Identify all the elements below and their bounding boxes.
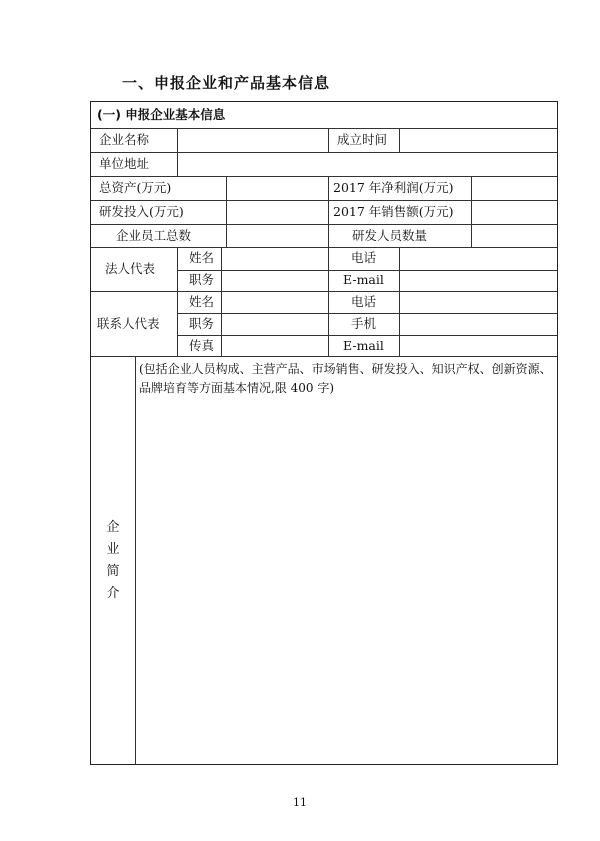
contact-position-field[interactable] bbox=[222, 314, 328, 335]
contact-position-label: 职务 bbox=[189, 316, 215, 331]
col-divider bbox=[177, 247, 178, 356]
address-field[interactable] bbox=[178, 153, 557, 176]
sales-label: 2017 年销售额(万元) bbox=[333, 204, 454, 219]
legal-rep-position-field[interactable] bbox=[222, 271, 328, 291]
total-assets-label: 总资产(万元) bbox=[99, 180, 172, 195]
employees-total-label: 企业员工总数 bbox=[116, 228, 192, 243]
row-divider bbox=[91, 356, 557, 357]
legal-rep-label: 法人代表 bbox=[105, 261, 156, 276]
founded-time-field[interactable] bbox=[400, 129, 557, 152]
legal-rep-phone-field[interactable] bbox=[400, 248, 557, 270]
rd-investment-field[interactable] bbox=[227, 201, 328, 224]
contact-fax-field[interactable] bbox=[222, 336, 328, 356]
legal-rep-email-label: E-mail bbox=[343, 272, 384, 287]
company-name-field[interactable] bbox=[178, 129, 328, 152]
contact-mobile-label: 手机 bbox=[351, 316, 377, 331]
contact-phone-label: 电话 bbox=[351, 294, 377, 309]
contact-email-label: E-mail bbox=[343, 338, 384, 353]
legal-rep-email-field[interactable] bbox=[400, 271, 557, 291]
company-info-form bbox=[90, 101, 558, 765]
page-title: 一、申报企业和产品基本信息 bbox=[122, 74, 331, 92]
address-label: 单位地址 bbox=[99, 156, 150, 171]
profile-label-char: 介 bbox=[106, 586, 120, 601]
rd-staff-label: 研发人员数量 bbox=[352, 228, 428, 243]
profile-label-char: 企 bbox=[106, 520, 120, 535]
section-title: (一) 申报企业基本信息 bbox=[97, 107, 226, 122]
contact-fax-label: 传真 bbox=[189, 338, 215, 353]
employees-total-field[interactable] bbox=[227, 225, 328, 247]
contact-mobile-field[interactable] bbox=[400, 314, 557, 335]
profile-label bbox=[105, 517, 121, 605]
contact-name-field[interactable] bbox=[222, 292, 328, 313]
col-divider bbox=[328, 128, 329, 152]
total-assets-field[interactable] bbox=[227, 177, 328, 200]
legal-rep-name-label: 姓名 bbox=[189, 250, 215, 265]
legal-rep-phone-label: 电话 bbox=[351, 250, 377, 265]
col-divider bbox=[328, 247, 329, 356]
contact-email-field[interactable] bbox=[400, 336, 557, 356]
net-profit-field[interactable] bbox=[472, 177, 557, 200]
sales-field[interactable] bbox=[472, 201, 557, 224]
founded-time-label: 成立时间 bbox=[337, 132, 388, 147]
rd-staff-field[interactable] bbox=[472, 225, 557, 247]
profile-label-char: 业 bbox=[106, 542, 120, 557]
legal-rep-name-field[interactable] bbox=[222, 248, 328, 270]
legal-rep-position-label: 职务 bbox=[189, 272, 215, 287]
contact-label: 联系人代表 bbox=[97, 316, 160, 331]
col-divider bbox=[328, 176, 329, 247]
profile-label-char: 简 bbox=[106, 564, 120, 579]
profile-instruction: (包括企业人员构成、主营产品、市场销售、研发投入、知识产权、创新资源、品牌培育等方面基本情况,限 400 字) bbox=[139, 362, 552, 395]
contact-name-label: 姓名 bbox=[189, 294, 215, 309]
company-name-label: 企业名称 bbox=[99, 132, 150, 147]
rd-investment-label: 研发投入(万元) bbox=[99, 204, 184, 219]
profile-textarea[interactable] bbox=[136, 398, 557, 764]
contact-phone-field[interactable] bbox=[400, 292, 557, 313]
net-profit-label: 2017 年净利润(万元) bbox=[333, 180, 454, 195]
page-number: 11 bbox=[293, 796, 307, 809]
